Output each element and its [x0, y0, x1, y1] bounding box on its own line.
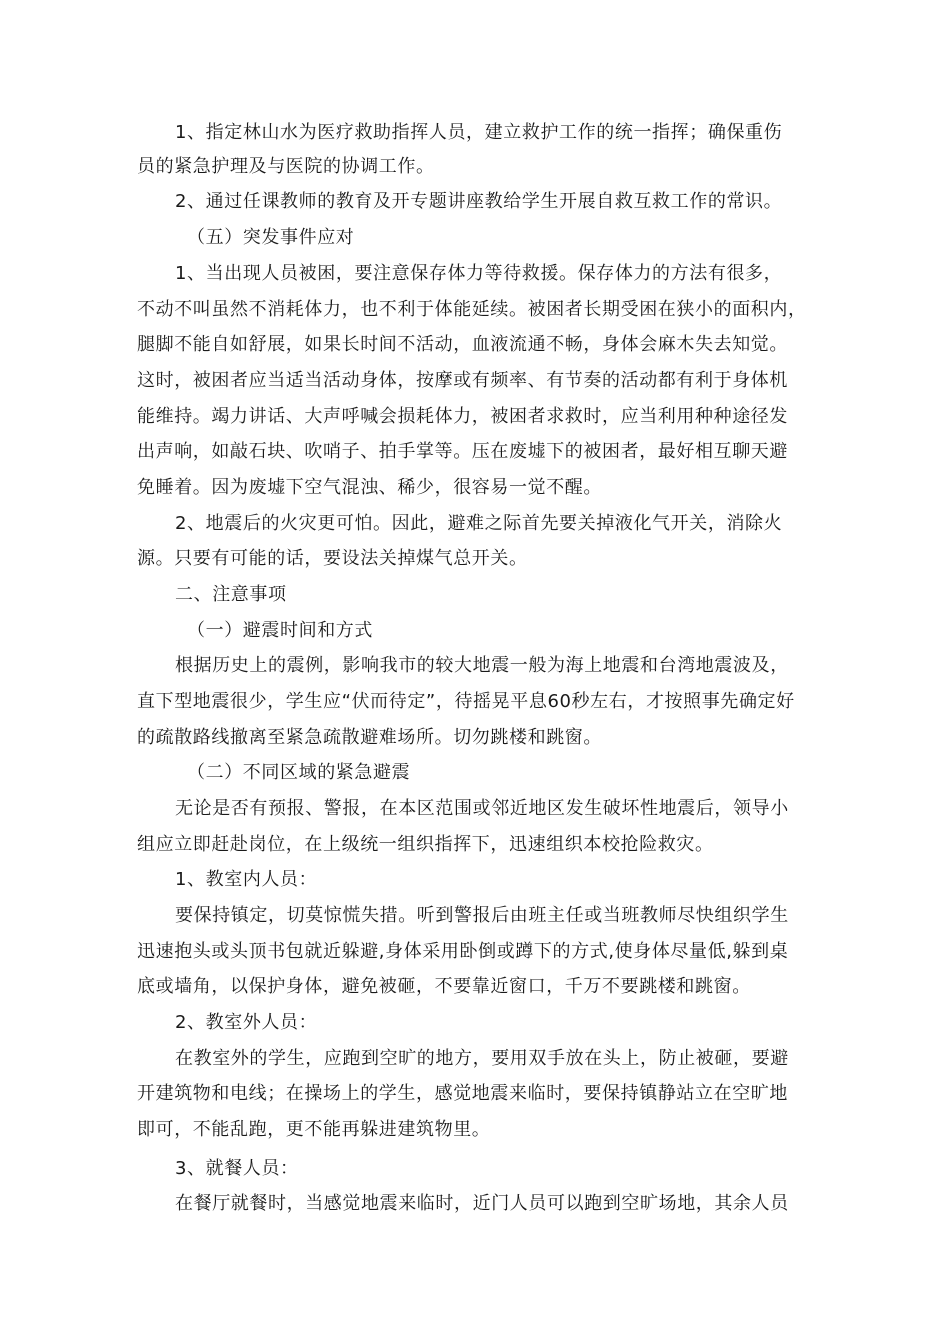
paragraph-line: 免睡着。因为废墟下空气混浊、稀少，很容易一觉不醒。: [137, 477, 602, 498]
paragraph-line: 底或墙角，以保护身体，避免被砸，不要靠近窗口，千万不要跳楼和跳窗。: [137, 976, 751, 997]
paragraph-line: 要保持镇定，切莫惊慌失措。听到警报后由班主任或当班教师尽快组织学生: [175, 905, 789, 926]
paragraph-line: 根据历史上的震例，影响我市的较大地震一般为海上地震和台湾地震波及，: [175, 655, 789, 676]
section-heading: 1、教室内人员：: [175, 869, 318, 890]
paragraph-line: 能维持。竭力讲话、大声呼喊会损耗体力，被困者求救时，应当利用种种途径发: [137, 406, 788, 427]
paragraph-line: 2、地震后的火灾更可怕。因此，避难之际首先要关掉液化气开关，消除火: [175, 513, 783, 534]
paragraph-line: 出声响，如敲石块、吹哨子、拍手掌等。压在废墟下的被困者，最好相互聊天避: [137, 441, 788, 462]
paragraph-line: 员的紧急护理及与医院的协调工作。: [137, 156, 435, 177]
paragraph-line: 组应立即赶赴岗位，在上级统一组织指挥下，迅速组织本校抢险救灾。: [137, 834, 714, 855]
paragraph-line: 不动不叫虽然不消耗体力，也不利于体能延续。被困者长期受困在狭小的面积内，: [137, 299, 807, 320]
paragraph-line: 的疏散路线撤离至紧急疏散避难场所。切勿跳楼和跳窗。: [137, 727, 602, 748]
paragraph-line: 1、当出现人员被困，要注意保存体力等待救援。保存体力的方法有很多，: [175, 263, 783, 284]
section-heading: （一）避震时间和方式: [187, 620, 373, 641]
paragraph-line: 开建筑物和电线；在操场上的学生，感觉地震来临时，要保持镇静站立在空旷地: [137, 1083, 788, 1104]
paragraph-line: 源。只要有可能的话，要设法关掉煤气总开关。: [137, 548, 528, 569]
paragraph-line: 直下型地震很少，学生应“伏而待定”，待摇晃平息60秒左右，才按照事先确定好: [137, 691, 795, 712]
paragraph-line: 这时，被困者应当适当活动身体，按摩或有频率、有节奏的活动都有利于身体机: [137, 370, 788, 391]
paragraph-line: 无论是否有预报、警报，在本区范围或邻近地区发生破坏性地震后，领导小: [175, 798, 789, 819]
section-heading: 2、教室外人员：: [175, 1012, 318, 1033]
paragraph-line: 在餐厅就餐时，当感觉地震来临时，近门人员可以跑到空旷场地，其余人员: [175, 1193, 789, 1214]
paragraph-line: 在教室外的学生，应跑到空旷的地方，要用双手放在头上，防止被砸，要避: [175, 1048, 789, 1069]
section-heading: （二）不同区域的紧急避震: [187, 762, 411, 783]
paragraph-line: 1、指定林山水为医疗救助指挥人员，建立救护工作的统一指挥；确保重伤: [175, 122, 783, 143]
section-heading: 二、注意事项: [175, 584, 287, 605]
paragraph-line: 迅速抱头或头顶书包就近躲避,身体采用卧倒或蹲下的方式,使身体尽量低,躲到桌: [137, 941, 789, 962]
paragraph-line: 即可，不能乱跑，更不能再躲进建筑物里。: [137, 1119, 491, 1140]
section-heading: 3、就餐人员：: [175, 1158, 299, 1179]
paragraph-line: 2、通过任课教师的教育及开专题讲座教给学生开展自救互救工作的常识。: [175, 191, 783, 212]
section-heading: （五）突发事件应对: [187, 227, 355, 248]
paragraph-line: 腿脚不能自如舒展，如果长时间不活动，血液流通不畅，身体会麻木失去知觉。: [137, 334, 788, 355]
